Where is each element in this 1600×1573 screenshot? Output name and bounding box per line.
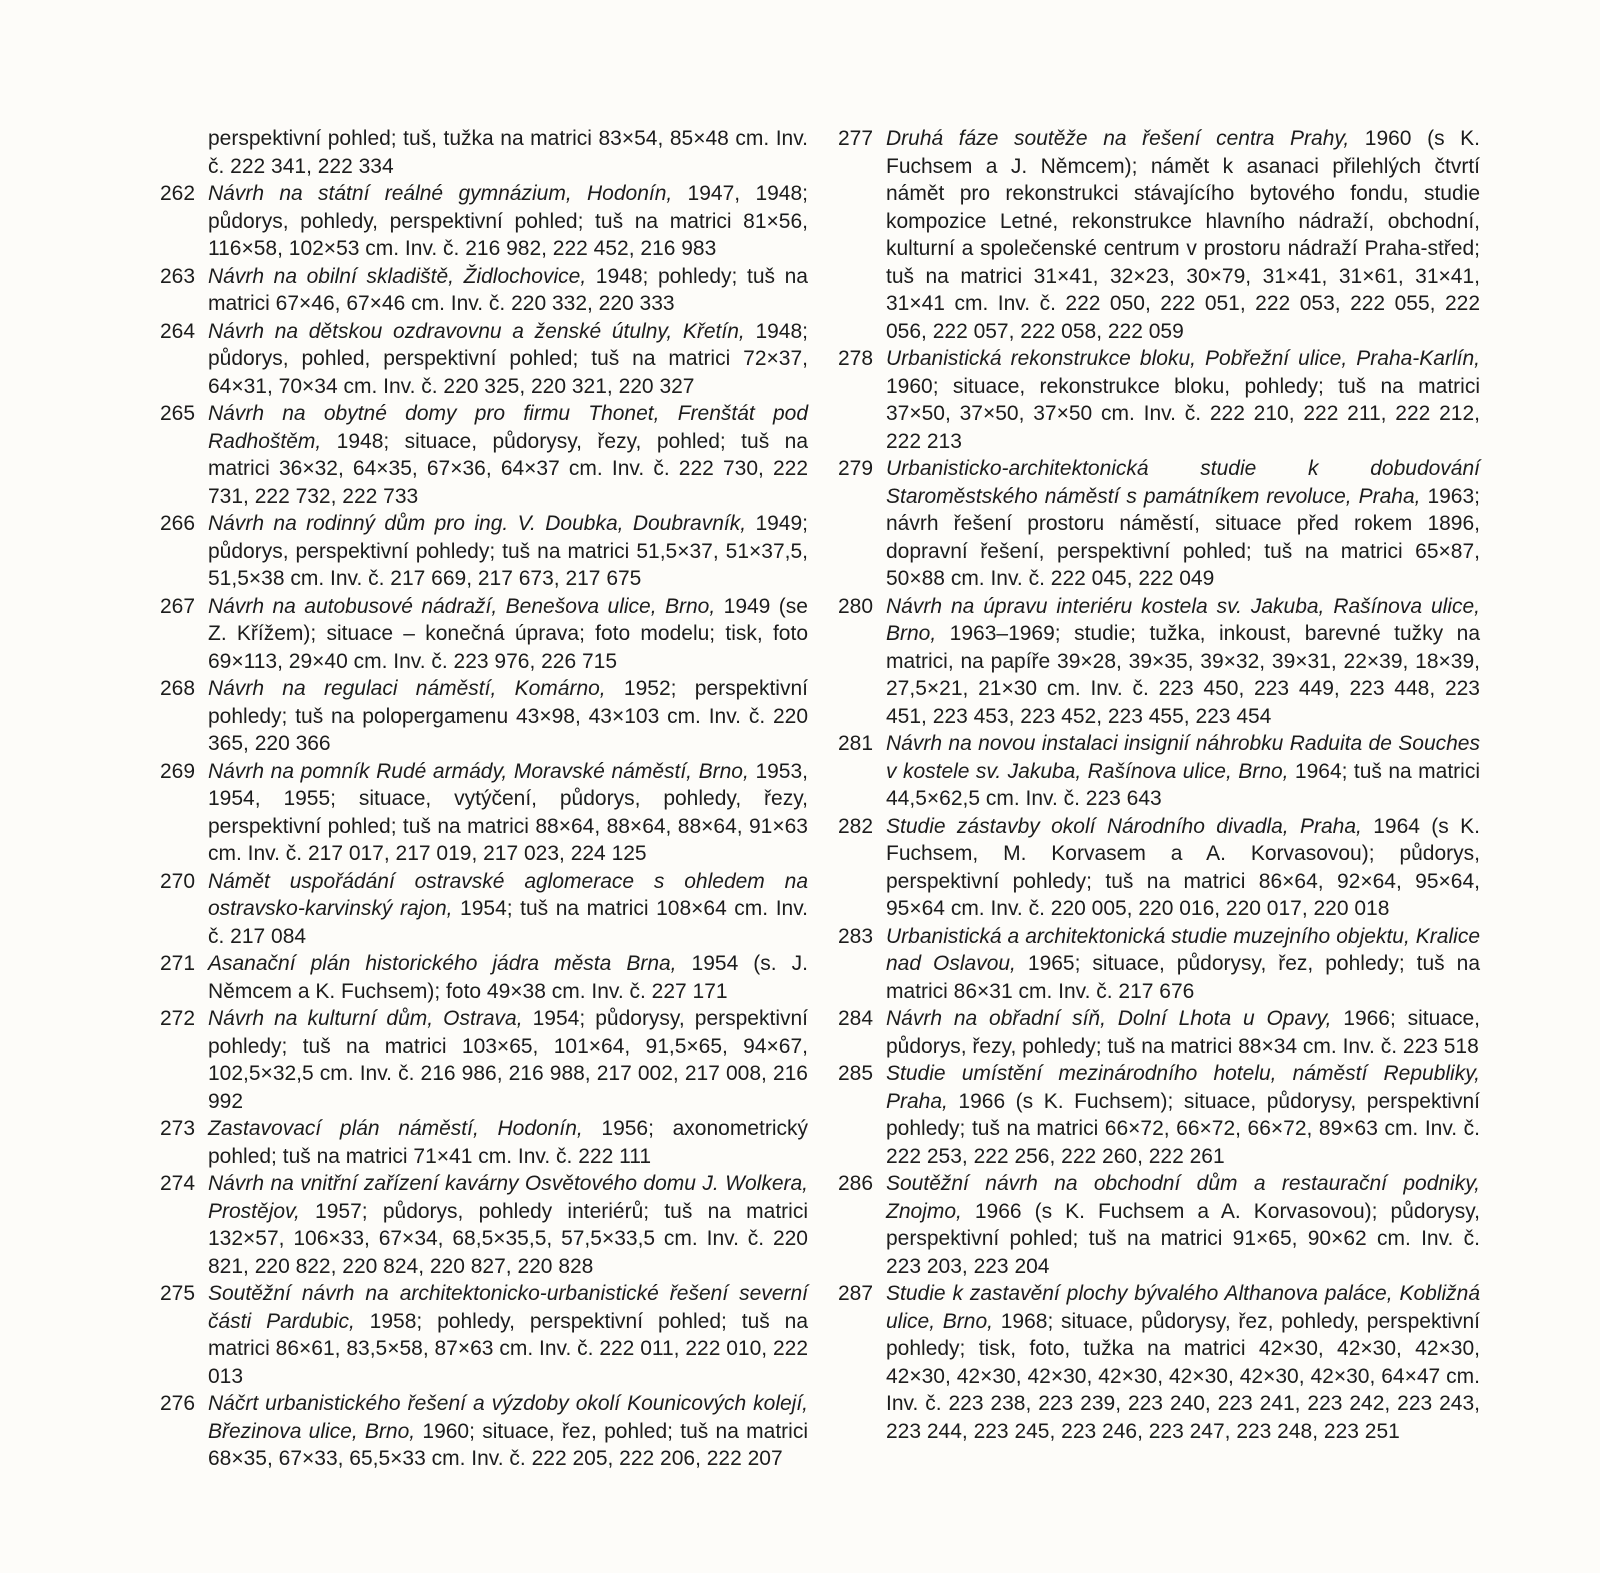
entry-number: 264 [160, 319, 196, 343]
entry-description: 1966 (s K. Fuchsem); situace, půdorysy, perspektivní pohledy; tuš na matrici 66×72, 66×72, 66×72, 89×63 cm. Inv. č. 222 253, 222 256, 222 260, 222 261 [886, 1089, 1480, 1168]
entry-description: 1953, 1954, 1955; situace, vytýčení, půdorys, pohledy, řezy, perspektivní pohled; tuš na matrici 88×64, 88×64, 88×64, 91×63 cm. Inv. č. 217 017, 217 019, 217 023, 224 125 [208, 759, 808, 865]
catalogue-entry [160, 1390, 808, 1473]
entry-description: 1963; návrh řešení prostoru náměstí, situace před rokem 1896, dopravní řešení, perspektivní pohled; tuš na matrici 65×87, 50×88 cm. Inv. č. 222 045, 222 049 [886, 484, 1480, 590]
entry-title: Návrh na obilní skladiště, Židlochovice, [208, 264, 587, 288]
entry-description: 1960; situace, rekonstrukce bloku, pohledy; tuš na matrici 37×50, 37×50, 37×50 cm. Inv. č. 222 210, 222 211, 222 212, 222 213 [886, 374, 1480, 453]
entry-number: 287 [838, 1282, 874, 1305]
entry-title: Studie zástavby okolí Národního divadla, Praha, [886, 814, 1362, 838]
left-column [160, 125, 808, 1473]
entry-description: 1954; půdorysy, perspektivní pohledy; tuš na matrici 103×65, 101×64, 91,5×65, 94×67, 102,5×32,5 cm. Inv. č. 216 986, 216 988, 217 002, 217 008, 216 992 [208, 1007, 809, 1113]
catalogue-entry [160, 318, 808, 401]
entry-number: 268 [160, 677, 196, 700]
entry-description: 1964; tuš na matrici 44,5×62,5 cm. Inv. č. 223 643 [886, 759, 1480, 810]
entry-description: 1954 (s. J. Němcem a K. Fuchsem); foto 49×38 cm. Inv. č. 227 171 [208, 952, 808, 1003]
entry-title: Urbanistická rekonstrukce bloku, Pobřežní ulice, Praha-Karlín, [886, 347, 1480, 370]
entry-number: 271 [160, 952, 196, 975]
entry-title: Návrh na státní reálné gymnázium, Hodonín, [208, 182, 673, 205]
entry-title: Náčrt urbanistického řešení a výzdoby okolí Kounicových kolejí, Březinova ulice, Brno, [208, 1392, 808, 1443]
entry-title: Návrh na obytné domy pro firmu Thonet, Frenštát pod Radhoštěm, [208, 402, 808, 453]
entry-number: 262 [160, 182, 196, 205]
catalogue-entry [160, 868, 808, 951]
entry-description: 1948; situace, půdorysy, řezy, pohled; tuš na matrici 36×32, 64×35, 67×36, 64×37 cm. Inv. č. 222 730, 222 731, 222 732, 222 733 [208, 429, 808, 508]
entry-description: perspektivní pohled; tuš, tužka na matrici 83×54, 85×48 cm. Inv. č. 222 341, 222 334 [208, 127, 808, 178]
entry-number: 269 [160, 759, 196, 783]
entry-description: 1949 (se Z. Křížem); situace – konečná úprava; foto modelu; tisk, foto 69×113, 29×40 cm. Inv. č. 223 976, 226 715 [208, 594, 808, 673]
catalogue-entry [838, 923, 1480, 1006]
entry-title: Studie umístění mezinárodního hotelu, náměstí Republiky, Praha, [886, 1062, 1480, 1113]
entry-number: 273 [160, 1117, 196, 1140]
catalogue-entry [838, 125, 1480, 345]
right-column [838, 125, 1480, 1445]
entry-number: 281 [838, 732, 874, 755]
entry-number: 272 [160, 1007, 196, 1030]
entry-number: 283 [838, 924, 874, 948]
catalogue-entry [838, 1280, 1480, 1445]
entry-number: 284 [838, 1007, 874, 1030]
entry-title: Návrh na kulturní dům, Ostrava, [208, 1007, 523, 1030]
entry-number: 276 [160, 1392, 196, 1415]
entry-title: Návrh na úpravu interiéru kostela sv. Jakuba, Rašínova ulice, Brno, [886, 594, 1480, 645]
entry-title: Návrh na rodinný dům pro ing. V. Doubka, Doubravník, [208, 512, 747, 535]
entry-title: Návrh na obřadní síň, Dolní Lhota u Opavy, [886, 1007, 1332, 1030]
catalogue-entry [160, 400, 808, 510]
entry-description: 1968; situace, půdorysy, řez, pohledy, perspektivní pohledy; tisk, foto, tužka na matrici 42×30, 42×30, 42×30, 42×30, 42×30, 42×30, 42×30, 42×30, 42×30, 42×30, 64×47 cm. Inv. č. 223 238, 223 239, 223 240, 223 241, 223 242, 223 243, 223 244, 223 245, 223 246, 223 247, 223 248, 223 251 [886, 1309, 1480, 1443]
entry-number: 266 [160, 512, 196, 535]
catalogue-entry [838, 1170, 1480, 1280]
entry-title: Návrh na regulaci náměstí, Komárno, [208, 677, 606, 700]
entry-number: 270 [160, 869, 196, 893]
entry-description: 1948; pohledy; tuš na matrici 67×46, 67×46 cm. Inv. č. 220 332, 220 333 [208, 264, 808, 315]
catalogue-entry [838, 730, 1480, 813]
entry-title: Návrh na novou instalaci insignií náhrobku Raduita de Souches v kostele sv. Jakuba, Rašínova ulice, Brno, [886, 732, 1480, 783]
entry-title: Asanační plán historického jádra města Brna, [208, 952, 677, 975]
entry-title: Urbanistická a architektonická studie muzejního objektu, Kralice nad Oslavou, [886, 924, 1480, 975]
catalogue-entry [160, 593, 808, 676]
catalogue-entry [160, 263, 808, 318]
entry-description: 1948; půdorys, pohled, perspektivní pohled; tuš na matrici 72×37, 64×31, 70×34 cm. Inv. č. 220 325, 220 321, 220 327 [208, 319, 808, 398]
entry-title: Zastavovací plán náměstí, Hodonín, [208, 1117, 583, 1140]
entry-description: 1966 (s K. Fuchsem a A. Korvasovou); půdorysy, perspektivní pohled; tuš na matrici 91×65, 90×62 cm. Inv. č. 223 203, 223 204 [886, 1199, 1480, 1278]
entry-number: 278 [838, 347, 874, 370]
entry-description: 1952; perspektivní pohledy; tuš na polopergamenu 43×98, 43×103 cm. Inv. č. 220 365, 220 366 [208, 677, 808, 755]
entry-description: 1947, 1948; půdorys, pohledy, perspektivní pohled; tuš na matrici 81×56, 116×58, 102×53 cm. Inv. č. 216 982, 222 452, 216 983 [208, 182, 808, 260]
entry-title: Námět uspořádání ostravské aglomerace s ohledem na ostravsko-karvinský rajon, [208, 869, 808, 920]
entry-description: 1963–1969; studie; tužka, inkoust, barevné tužky na matrici, na papíře 39×28, 39×35, 39×32, 39×31, 22×39, 18×39, 27,5×21, 21×30 cm. Inv. č. 223 450, 223 449, 223 448, 223 451, 223 453, 223 452, 223 455, 223 454 [886, 622, 1480, 728]
entry-number: 280 [838, 594, 874, 618]
entry-description: 1960; situace, řez, pohled; tuš na matrici 68×35, 67×33, 65,5×33 cm. Inv. č. 222 205, 222 206, 222 207 [208, 1419, 808, 1470]
catalogue-entry [160, 1115, 808, 1170]
catalogue-entry [160, 1280, 808, 1390]
catalogue-entry [838, 455, 1480, 593]
entry-number: 265 [160, 402, 196, 425]
catalogue-entry [838, 345, 1480, 455]
entry-description: 1964 (s K. Fuchsem, M. Korvasem a A. Korvasovou); půdorys, perspektivní pohledy; tuš na matrici 86×64, 92×64, 95×64, 95×64 cm. Inv. č. 220 005, 220 016, 220 017, 220 018 [886, 814, 1480, 920]
entry-number: 279 [838, 457, 874, 480]
entry-title: Návrh na dětskou ozdravovnu a ženské útulny, Křetín, [208, 319, 745, 343]
entry-description: 1957; půdorys, pohledy interiérů; tuš na matrici 132×57, 106×33, 67×34, 68,5×35,5, 57,5×33,5 cm. Inv. č. 220 821, 220 822, 220 824, 220 827, 220 828 [208, 1199, 808, 1278]
catalogue-entry [160, 675, 808, 758]
entry-description: 1958; pohledy, perspektivní pohled; tuš na matrici 86×61, 83,5×58, 87×63 cm. Inv. č. 222 011, 222 010, 222 013 [208, 1309, 809, 1388]
entry-description: 1956; axonometrický pohled; tuš na matrici 71×41 cm. Inv. č. 222 111 [208, 1117, 809, 1168]
entry-title: Návrh na vnitřní zařízení kavárny Osvětového domu J. Wolkera, Prostějov, [208, 1172, 808, 1223]
entry-description: 1965; situace, půdorysy, řez, pohledy; tuš na matrici 86×31 cm. Inv. č. 217 676 [886, 952, 1480, 1003]
left-entries-list [160, 180, 808, 1473]
entry-number: 275 [160, 1282, 196, 1305]
entry-number: 267 [160, 594, 196, 618]
entry-title: Návrh na autobusové nádraží, Benešova ulice, Brno, [208, 594, 716, 618]
entry-title: Urbanisticko-architektonická studie k dobudování Staroměstského náměstí s památníkem revoluce, Praha, [886, 457, 1480, 508]
catalogue-entry [838, 813, 1480, 923]
entry-description: 1949; půdorys, perspektivní pohledy; tuš na matrici 51,5×37, 51×37,5, 51,5×38 cm. Inv. č. 217 669, 217 673, 217 675 [208, 512, 808, 590]
continuation-entry [160, 125, 808, 180]
entry-number: 282 [838, 814, 874, 838]
catalogue-entry [838, 1060, 1480, 1170]
catalogue-entry [160, 510, 808, 593]
entry-description: 1960 (s K. Fuchsem a J. Němcem); námět k asanaci přilehlých čtvrtí námět pro rekonstrukci stávajícího bytového fondu, studie kompozice Letné, rekonstrukce hlavního nádraží, obchodní, kulturní a společenské centrum v prostoru nádraží Praha-střed; tuš na matrici 31×41, 32×23, 30×79, 31×41, 31×61, 31×41, 31×41 cm. Inv. č. 222 050, 222 051, 222 053, 222 055, 222 056, 222 057, 222 058, 222 059 [886, 127, 1480, 343]
entry-number: 277 [838, 127, 874, 150]
catalogue-entry [160, 950, 808, 1005]
catalogue-entry [838, 593, 1480, 731]
entry-title: Druhá fáze soutěže na řešení centra Prahy, [886, 127, 1350, 150]
catalogue-entry [160, 1005, 808, 1115]
entry-title: Studie k zastavění plochy bývalého Althanova paláce, Kobližná ulice, Brno, [886, 1282, 1480, 1333]
entry-description: 1966; situace, půdorys, řezy, pohledy; tuš na matrici 88×34 cm. Inv. č. 223 518 [886, 1007, 1481, 1058]
entry-title: Návrh na pomník Rudé armády, Moravské náměstí, Brno, [208, 759, 749, 783]
catalogue-entry [160, 1170, 808, 1280]
entry-title: Soutěžní návrh na architektonicko-urbanistické řešení severní části Pardubic, [208, 1282, 808, 1333]
catalogue-entry [160, 180, 808, 263]
entry-title: Soutěžní návrh na obchodní dům a restaurační podniky, Znojmo, [886, 1172, 1480, 1223]
entry-number: 285 [838, 1062, 874, 1085]
entry-number: 263 [160, 264, 196, 288]
entry-number: 274 [160, 1172, 196, 1195]
entry-number: 286 [838, 1172, 874, 1195]
catalogue-entry [838, 1005, 1480, 1060]
entry-description: 1954; tuš na matrici 108×64 cm. Inv. č. 217 084 [208, 897, 808, 948]
right-entries-list [838, 125, 1480, 1445]
catalogue-entry [160, 758, 808, 868]
